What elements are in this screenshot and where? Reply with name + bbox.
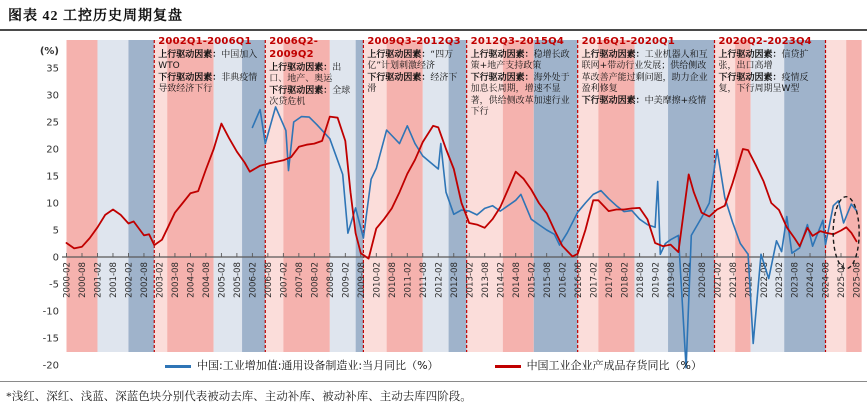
svg-text:15: 15 [46, 171, 59, 183]
svg-text:2002-02: 2002-02 [124, 262, 135, 298]
svg-text:2001-02: 2001-02 [93, 262, 104, 298]
svg-text:2016-02: 2016-02 [558, 262, 569, 298]
svg-text:2014-08: 2014-08 [511, 262, 522, 298]
phase-bands [67, 40, 862, 352]
legend-item [165, 357, 439, 373]
svg-text:2008-08: 2008-08 [326, 262, 337, 298]
svg-text:2014-02: 2014-02 [496, 262, 507, 298]
svg-text:2018-02: 2018-02 [620, 262, 631, 298]
svg-text:-5: -5 [49, 279, 59, 291]
legend-swatch-blue-line [165, 365, 191, 368]
svg-text:2005-02: 2005-02 [217, 262, 228, 298]
period-driver-text: 上行驱动因素：“四万亿”计划刺激经济 [367, 49, 454, 72]
legend-label: 中国工业企业产成品存货同比（%） [526, 359, 703, 372]
svg-text:2019-02: 2019-02 [651, 262, 662, 298]
svg-text:2023-08: 2023-08 [790, 262, 801, 298]
bottom-divider [0, 381, 867, 382]
svg-text:10: 10 [46, 198, 59, 210]
svg-text:2001-08: 2001-08 [109, 262, 120, 298]
svg-text:2015-08: 2015-08 [542, 262, 553, 298]
svg-text:2010-02: 2010-02 [372, 262, 383, 298]
svg-text:2006-08: 2006-08 [264, 262, 275, 298]
svg-text:2012-02: 2012-02 [434, 262, 445, 298]
svg-text:2018-08: 2018-08 [635, 262, 646, 298]
svg-text:2007-02: 2007-02 [279, 262, 290, 298]
period-driver-text: 下行驱动因素：非典疫情导致经济下行 [158, 72, 258, 95]
svg-text:2011-08: 2011-08 [418, 262, 429, 298]
svg-text:20: 20 [46, 144, 59, 156]
svg-text:-20: -20 [42, 360, 59, 372]
svg-text:2020-08: 2020-08 [697, 262, 708, 298]
period-driver-text: 上行驱动因素：出口、地产、奥运 [269, 62, 342, 85]
svg-text:2000-08: 2000-08 [78, 262, 89, 298]
svg-text:2002-08: 2002-08 [140, 262, 151, 298]
period-driver-text: 上行驱动因素：中国加入WTO [158, 49, 258, 72]
svg-text:2003-08: 2003-08 [171, 262, 182, 298]
svg-text:2009-08: 2009-08 [357, 262, 368, 298]
y-axis-labels [40, 46, 59, 372]
svg-text:2012-08: 2012-08 [449, 262, 460, 298]
svg-text:2013-02: 2013-02 [465, 262, 476, 298]
svg-text:35: 35 [46, 63, 59, 75]
svg-text:2004-08: 2004-08 [202, 262, 213, 298]
svg-text:2004-02: 2004-02 [186, 262, 197, 298]
svg-text:2006-02: 2006-02 [248, 262, 259, 298]
svg-text:2000-02: 2000-02 [62, 262, 73, 298]
svg-text:2022-08: 2022-08 [759, 262, 770, 298]
figure-title: 图表 42 工控历史周期复盘 [8, 9, 183, 24]
svg-text:2015-02: 2015-02 [527, 262, 538, 298]
svg-text:2011-02: 2011-02 [403, 262, 414, 298]
svg-text:2021-02: 2021-02 [713, 262, 724, 298]
svg-text:30: 30 [46, 90, 59, 102]
svg-text:2016-08: 2016-08 [573, 262, 584, 298]
svg-text:2013-08: 2013-08 [480, 262, 491, 298]
svg-text:2024-02: 2024-02 [806, 262, 817, 298]
footnote: *浅红、深红、浅蓝、深蓝色块分别代表被动去库、主动补库、被动补库、主动去库四阶段。 [6, 391, 472, 403]
svg-text:-15: -15 [42, 333, 59, 345]
svg-text:2008-02: 2008-02 [310, 262, 321, 298]
svg-text:0: 0 [52, 252, 59, 264]
svg-text:2024-08: 2024-08 [821, 262, 832, 298]
period-driver-text: 下行驱动因素：全球次贷危机 [269, 85, 351, 108]
svg-text:2005-08: 2005-08 [233, 262, 244, 298]
svg-text:5: 5 [52, 225, 59, 237]
period-driver-text: 上行驱动因素：稳增长政策+地产支持政策 [470, 49, 570, 72]
svg-text:2025-02: 2025-02 [837, 262, 848, 298]
legend-item [495, 357, 702, 373]
svg-text:2003-02: 2003-02 [155, 262, 166, 298]
y-axis-unit: (%) [39, 46, 59, 57]
svg-text:2022-02: 2022-02 [744, 262, 755, 298]
period-title: 2002Q1-2006Q1 [158, 36, 252, 47]
svg-text:2009-02: 2009-02 [341, 262, 352, 298]
period-driver-text: 下行驱动因素：疫情反复，下行周期呈W型 [718, 72, 809, 95]
legend-swatch-red-line [495, 365, 521, 368]
chart-legend [0, 357, 867, 373]
period-title: 2020Q2-2023Q4 [718, 36, 812, 47]
svg-text:2017-02: 2017-02 [589, 262, 600, 298]
period-driver-text: 上行驱动因素：工业机器人和互联网+带动行业发展；供给侧改革改善产能过剩问题，助力企业盈利修复 [581, 49, 708, 95]
svg-text:2021-08: 2021-08 [728, 262, 739, 298]
period-title: 2012Q3-2015Q4 [470, 36, 564, 47]
svg-text:2007-08: 2007-08 [295, 262, 306, 298]
period-driver-text: 上行驱动因素：信贷扩张，出口高增 [718, 49, 809, 72]
svg-text:2023-02: 2023-02 [775, 262, 786, 298]
svg-text:25: 25 [46, 117, 59, 129]
period-driver-text: 下行驱动因素：海外处于加息长周期，增速不显著，供给侧改革加速行业下行 [470, 72, 570, 118]
period-driver-text: 下行驱动因素：经济下滑 [367, 72, 458, 95]
svg-text:2019-08: 2019-08 [666, 262, 677, 298]
legend-label: 中国:工业增加值:通用设备制造业:当月同比（%） [196, 359, 439, 372]
svg-text:2025-08: 2025-08 [852, 262, 863, 298]
svg-text:2010-08: 2010-08 [387, 262, 398, 298]
period-title: 2009Q3-2012Q3 [367, 36, 461, 47]
period-title: 2006Q2-2009Q2 [269, 36, 319, 60]
period-driver-text: 下行驱动因素：中美摩擦+疫情 [581, 95, 707, 106]
period-title: 2016Q1-2020Q1 [581, 36, 675, 47]
svg-text:2020-02: 2020-02 [682, 262, 693, 298]
svg-text:2017-08: 2017-08 [604, 262, 615, 298]
svg-text:-10: -10 [42, 306, 59, 318]
